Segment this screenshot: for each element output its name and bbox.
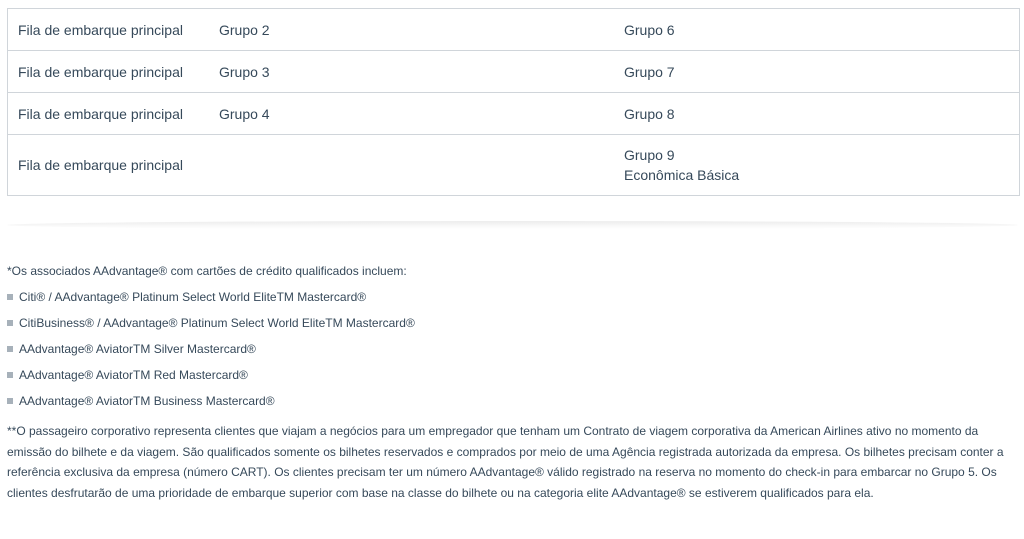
boarding-group-a: Grupo 2 [219, 22, 270, 38]
square-bullet-icon [7, 320, 13, 326]
table-row [8, 93, 1019, 135]
card-name: AAdvantage® AviatorTM Red Mastercard® [19, 368, 248, 382]
list-item [7, 289, 1011, 315]
table-row [8, 135, 1019, 196]
table-row [8, 51, 1019, 93]
boarding-groups-table [7, 8, 1020, 196]
corporate-traveler-note: **O passageiro corporativo representa clientes que viajam a negócios para um empregador que tenham um Contrato de viagem corporativa da American Airlines ativo no momento da emissão do bilhete e da viagem. São qualificados somente os bilhetes reservados e comprados por meio de uma Agência registrada autorizada da empresa. Os bilhetes precisam conter a referência exclusiva da empresa (número CART). Os clientes precisam ter um número AAdvantage® válido registrado na reserva no momento do check-in para embarcar no Grupo 5. Os clientes desfrutarão de uma prioridade de embarque superior com base na classe do bilhete ou na categoria elite AAdvantage® se estiverem qualificados para ela. [7, 424, 1004, 500]
card-name: AAdvantage® AviatorTM Silver Mastercard® [19, 342, 256, 356]
square-bullet-icon [7, 398, 13, 404]
list-item [7, 341, 1011, 367]
section-divider-shadow [7, 221, 1018, 229]
list-item [7, 367, 1011, 393]
boarding-group-b: Grupo 9 [624, 147, 675, 163]
boarding-group-b-multiline [624, 145, 739, 185]
table-row [8, 9, 1019, 51]
boarding-group-b: Grupo 8 [624, 106, 675, 122]
credit-card-intro: *Os associados AAdvantage® com cartões de crédito qualificados incluem: [7, 264, 407, 278]
square-bullet-icon [7, 372, 13, 378]
qualified-cards-list [7, 289, 1011, 419]
boarding-group-b: Grupo 6 [624, 22, 675, 38]
card-name: AAdvantage® AviatorTM Business Mastercard® [19, 394, 275, 408]
square-bullet-icon [7, 294, 13, 300]
card-name: CitiBusiness® / AAdvantage® Platinum Select World EliteTM Mastercard® [19, 316, 415, 330]
boarding-lane-label: Fila de embarque principal [18, 64, 183, 80]
list-item [7, 315, 1011, 341]
boarding-lane-label: Fila de embarque principal [18, 157, 183, 173]
card-name: Citi® / AAdvantage® Platinum Select World EliteTM Mastercard® [19, 290, 367, 304]
square-bullet-icon [7, 346, 13, 352]
fare-class-label: Econômica Básica [624, 167, 740, 183]
boarding-lane-label: Fila de embarque principal [18, 106, 183, 122]
boarding-group-a: Grupo 3 [219, 64, 270, 80]
boarding-lane-label: Fila de embarque principal [18, 22, 183, 38]
boarding-group-b: Grupo 7 [624, 64, 675, 80]
boarding-group-a: Grupo 4 [219, 106, 270, 122]
footnotes [7, 263, 1011, 503]
list-item [7, 393, 1011, 419]
